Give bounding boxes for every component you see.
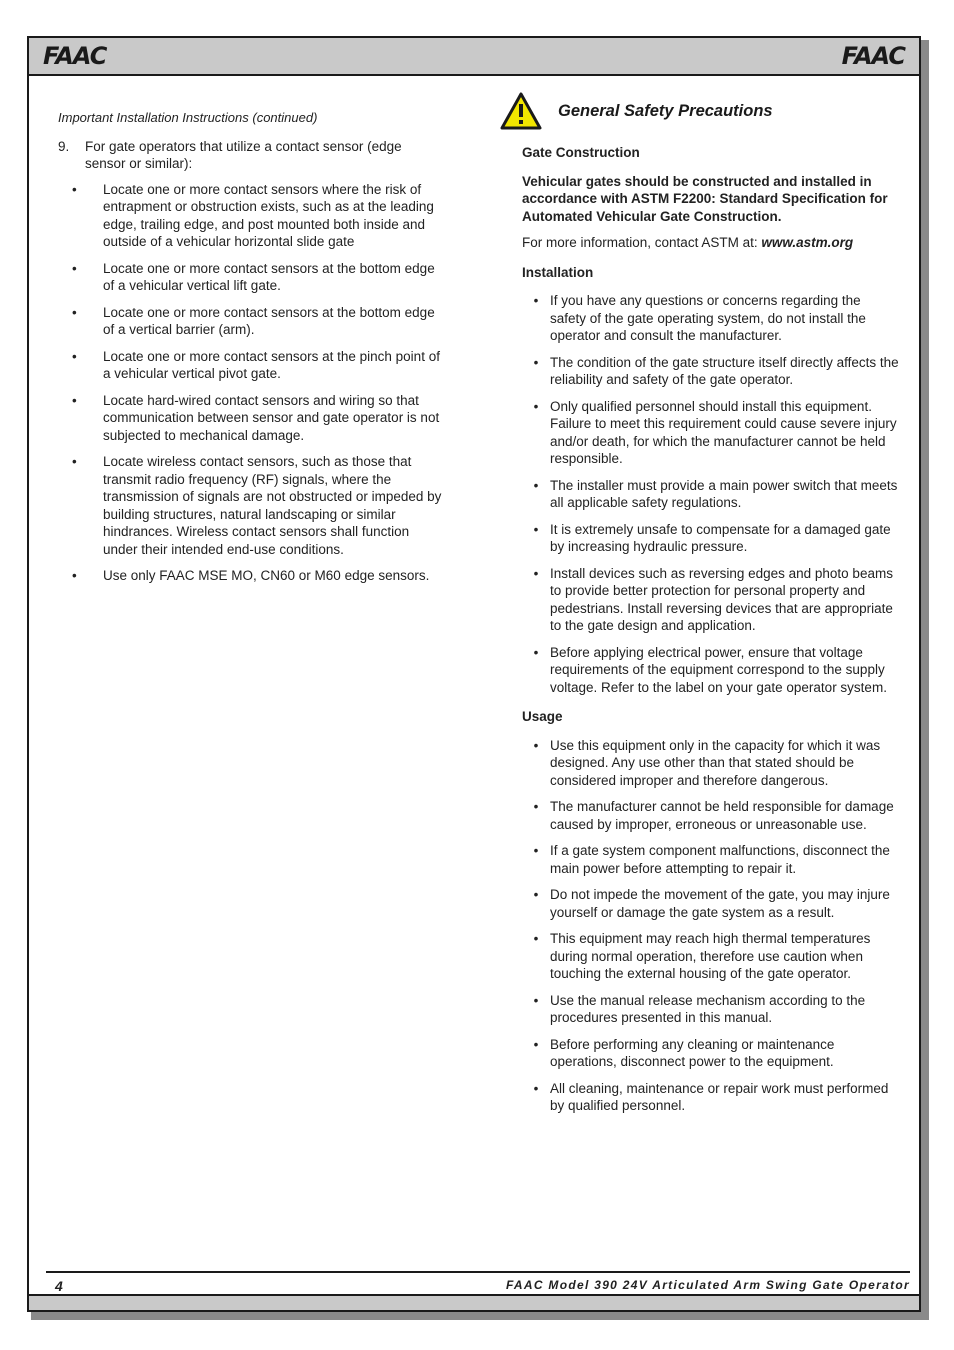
list-item [522,992,900,1027]
list-item [522,1036,900,1071]
bullet-icon: • [533,931,539,946]
section-title: General Safety Precautions [558,102,773,120]
continued-subtitle: Important Installation Instructions (continued) [58,110,318,125]
list-item [522,737,900,790]
bullet-text: Install devices such as reversing edges and photo beams to provide better protection for personal property and pedestrians. Install reversing devices that are appropriate to the gate design and application. [550,565,893,633]
bullet-icon: • [72,304,77,320]
bullet-icon: • [533,644,539,660]
header-bar [29,38,919,76]
list-item [62,348,443,383]
astm-link[interactable]: www.astm.org [761,235,854,250]
item-text: For gate operators that utilize a contact sensor (edge sensor or similar): [85,138,402,171]
numbered-item [58,138,443,173]
bullet-icon: • [533,477,539,493]
list-item [522,292,900,345]
bullet-icon: • [72,392,77,408]
bullet-icon: • [533,398,539,414]
bullet-text: All cleaning, maintenance or repair work must performed by qualified personnel. [550,1080,889,1113]
item-number: 9. [58,138,70,154]
bullet-text: If you have any questions or concerns regarding the safety of the gate operating system, do not install the operator and consult the manufacturer. [550,293,866,343]
list-item [62,260,443,295]
list-item [522,842,900,877]
bullet-text: Before applying electrical power, ensure that voltage requirements of the equipment correspond to the supply voltage. Refer to the label on your gate operator system. [550,644,887,695]
contact-text: For more information, contact ASTM at: [522,235,762,250]
left-column [58,109,443,594]
list-item [522,644,900,697]
bullet-icon: • [533,521,539,537]
bullet-icon: • [72,454,77,469]
list-item [62,181,443,251]
bullet-text: If a gate system component malfunctions, disconnect the main power before attempting to repair it. [550,843,890,876]
list-item [522,930,900,983]
list-item [62,453,443,558]
bullet-text: Before performing any cleaning or maintenance operations, disconnect power to the equipment. [550,1036,835,1069]
list-item [522,477,900,512]
document-title: FAAC Model 390 24V Articulated Arm Swing Gate Operator [505,1278,910,1292]
bullet-text: Locate one or more contact sensors at the pinch point of a vehicular vertical pivot gate. [103,348,440,381]
bullet-icon: • [72,181,77,197]
bullet-text: Use the manual release mechanism according to the procedures presented in this manual. [550,992,866,1025]
bullet-icon: • [533,1080,539,1096]
bullet-icon: • [72,568,77,583]
bullet-icon: • [533,799,539,814]
list-item [522,398,900,468]
contact-line [522,234,900,252]
list-item [522,565,900,635]
bullet-text: The condition of the gate structure itself directly affects the reliability and safety of the gate operator. [550,354,899,387]
bullet-icon: • [533,737,539,753]
bullet-icon: • [533,354,539,370]
page-number: 4 [55,1278,63,1294]
gate-construction-text: Vehicular gates should be constructed and installed in accordance with ASTM F2200: Standard Specification for Automated Vehicular Gate Construction. [522,173,888,224]
bullet-text: Use this equipment only in the capacity for which it was designed. Any use other than that stated should be considered improper and therefore dangerous. [550,737,881,788]
bullet-text: The installer must provide a main power switch that meets all applicable safety regulations. [550,477,898,510]
installation-heading: Installation [522,264,594,280]
bullet-text: Locate one or more contact sensors where the risk of entrapment or obstruction exists, such as at the leading edge, trailing edge, and post mounted both inside and outside of a vehicular horizontal slide gate [103,181,434,249]
bullet-icon: • [533,992,539,1008]
bullet-icon: • [533,887,539,902]
bullet-text: Only qualified personnel should install this equipment. Failure to meet this requirement could cause severe injury and/or death, for which the manufacturer cannot be held responsible. [550,398,897,466]
bullet-icon: • [72,260,77,276]
bullet-icon: • [533,1036,539,1052]
list-item [62,567,443,585]
warning-triangle-icon [500,92,542,130]
bullet-icon: • [533,293,539,308]
list-item [522,798,900,833]
gate-construction-heading: Gate Construction [522,145,640,160]
list-item [522,886,900,921]
footer-rule [46,1271,910,1273]
bullet-text: Locate hard-wired contact sensors and wiring so that communication between sensor and gate operator is not subjected to mechanical damage. [103,392,440,443]
list-item [522,1080,900,1115]
faac-logo-left: FAAC [43,42,107,70]
list-item [62,392,443,445]
bullet-text: The manufacturer cannot be held responsible for damage caused by improper, erroneous or unreasonable use. [550,799,894,832]
list-item [62,304,443,339]
bullet-text: Do not impede the movement of the gate, you may injure yourself or damage the gate system as a result. [550,887,890,920]
bullet-text: Locate wireless contact sensors, such as those that transmit radio frequency (RF) signals, where the transmission of signals are not obstructed or impeded by building structures, natural landscaping or similar hindrances. Wireless contact sensors shall function under their intended end-use conditions. [103,454,442,557]
usage-heading: Usage [522,709,563,724]
bullet-icon: • [533,565,539,581]
bullet-text: This equipment may reach high thermal temperatures during normal operation, therefore use caution when touching the external housing of the gate operator. [550,931,871,981]
footer-bar [29,1294,919,1310]
bullet-icon: • [533,843,539,858]
list-item [522,521,900,556]
bullet-text: Locate one or more contact sensors at the bottom edge of a vertical barrier (arm). [103,304,435,337]
list-item [522,354,900,389]
bullet-text: Use only FAAC MSE MO, CN60 or M60 edge sensors. [103,568,430,583]
bullet-icon: • [72,348,77,364]
bullet-text: It is extremely unsafe to compensate for a damaged gate by increasing hydraulic pressure. [550,521,891,554]
right-column [522,144,900,1124]
bullet-text: Locate one or more contact sensors at the bottom edge of a vehicular vertical lift gate. [103,260,435,293]
faac-logo-right: FAAC [841,42,905,70]
